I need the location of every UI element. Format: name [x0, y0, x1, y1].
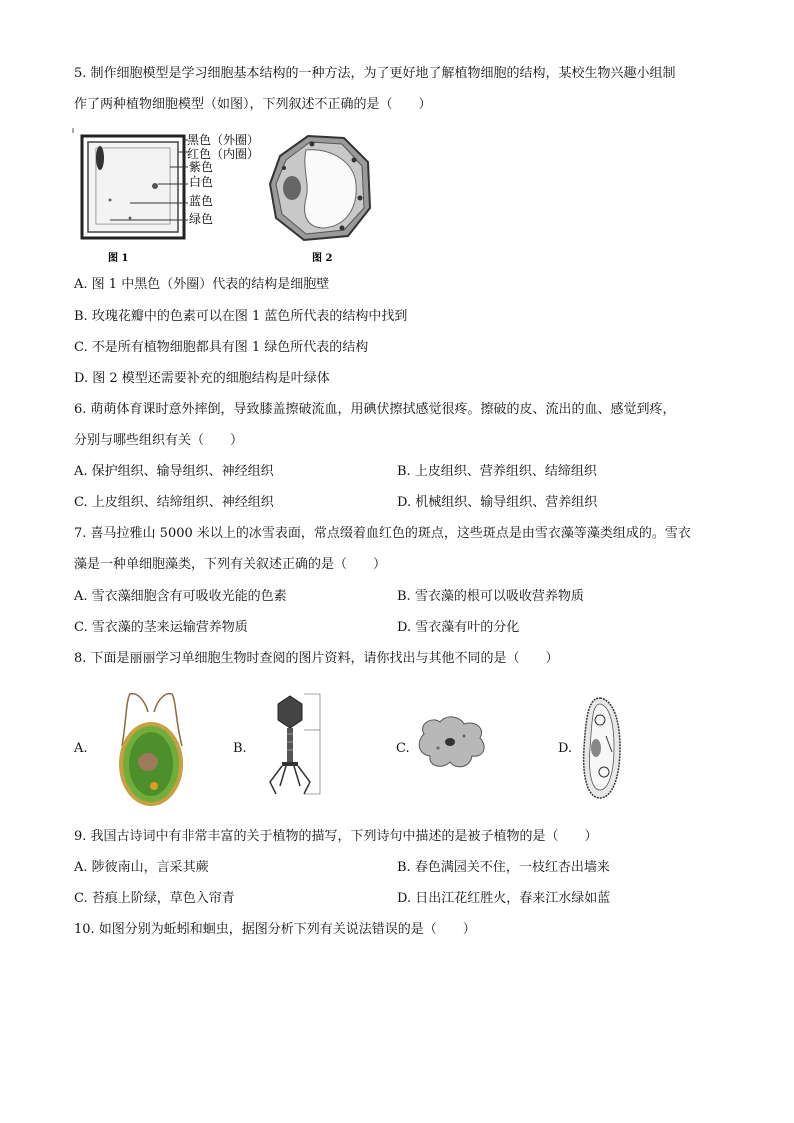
- q7-option-d[interactable]: D. 雪衣藻有叶的分化: [397, 620, 520, 635]
- q8-image-bacteriophage: [260, 690, 330, 802]
- q5-figure2: [262, 128, 382, 266]
- fig1-caption: 图 1: [108, 253, 129, 264]
- q8-option-b-label[interactable]: B.: [233, 741, 247, 756]
- q8-image-chlamydomonas: [92, 684, 212, 808]
- q7-stem-line1: 7. 喜马拉雅山 5000 米以上的冰雪表面，常点缀着血红色的斑点，这些斑点是由雪衣藻等藻类组成的。雪衣: [74, 526, 691, 541]
- q7-option-a[interactable]: A. 雪衣藻细胞含有可吸收光能的色素: [74, 589, 287, 604]
- q6-stem-line2: 分别与哪些组织有关（ ）: [74, 433, 244, 448]
- q6-stem-line1: 6. 萌萌体育课时意外摔倒，导致膝盖擦破流血，用碘伏擦拭感觉很疼。擦破的皮、流出的血、感觉到疼，: [74, 402, 676, 417]
- fig1-label-blue: 蓝色: [189, 194, 214, 208]
- q8-option-c-label[interactable]: C.: [396, 741, 410, 756]
- q8-image-amoeba: [414, 712, 490, 774]
- fig1-label-green: 绿色: [189, 212, 214, 226]
- fig1-label-purple: 紫色: [189, 160, 214, 174]
- q7-option-b[interactable]: B. 雪衣藻的根可以吸收营养物质: [397, 589, 584, 604]
- q8-stem: 8. 下面是丽丽学习单细胞生物时查阅的图片资料，请你找出与其他不同的是（ ）: [74, 651, 559, 666]
- q6-option-b[interactable]: B. 上皮组织、营养组织、结缔组织: [397, 464, 597, 479]
- q8-option-a-label[interactable]: A.: [74, 741, 88, 756]
- q6-option-c[interactable]: C. 上皮组织、结缔组织、神经组织: [74, 495, 274, 510]
- fig1-label-black: 黑色（外圈）: [187, 133, 260, 147]
- q6-option-a[interactable]: A. 保护组织、输导组织、神经组织: [74, 464, 274, 479]
- q8-option-d-label[interactable]: D.: [558, 741, 573, 756]
- fig2-caption: 图 2: [312, 253, 333, 264]
- q5-option-d[interactable]: D. 图 2 模型还需要补充的细胞结构是叶绿体: [74, 371, 330, 386]
- q5-option-a[interactable]: A. 图 1 中黑色（外圈）代表的结构是细胞壁: [74, 277, 330, 292]
- q5-stem-line2: 作了两种植物细胞模型（如图），下列叙述不正确的是（ ）: [74, 97, 432, 112]
- q9-stem: 9. 我国古诗词中有非常丰富的关于植物的描写，下列诗句中描述的是被子植物的是（ ）: [74, 829, 598, 844]
- q9-option-a[interactable]: A. 陟彼南山，言采其蕨: [74, 860, 209, 875]
- q8-image-paramecium: [576, 692, 626, 804]
- q5-figure1: [70, 128, 260, 266]
- q7-stem-line2: 藻是一种单细胞藻类，下列有关叙述正确的是（ ）: [74, 557, 387, 572]
- q9-option-b[interactable]: B. 春色满园关不住，一枝红杏出墙来: [397, 860, 610, 875]
- q9-option-d[interactable]: D. 日出江花红胜火，春来江水绿如蓝: [397, 891, 611, 906]
- q9-option-c[interactable]: C. 苔痕上阶绿，草色入帘青: [74, 891, 235, 906]
- q6-option-d[interactable]: D. 机械组织、输导组织、营养组织: [397, 495, 598, 510]
- q7-option-c[interactable]: C. 雪衣藻的茎来运输营养物质: [74, 620, 248, 635]
- q10-stem: 10. 如图分别为蚯蚓和蛔虫，据图分析下列有关说法错误的是（ ）: [74, 922, 476, 937]
- q5-option-b[interactable]: B. 玫瑰花瓣中的色素可以在图 1 蓝色所代表的结构中找到: [74, 309, 408, 324]
- fig1-label-red: 红色（内圈）: [187, 147, 260, 161]
- fig1-label-white: 白色: [189, 175, 214, 189]
- q5-option-c[interactable]: C. 不是所有植物细胞都具有图 1 绿色所代表的结构: [74, 340, 369, 355]
- q5-stem-line1: 5. 制作细胞模型是学习细胞基本结构的一种方法，为了更好地了解植物细胞的结构，某校生物兴趣小组制: [74, 66, 676, 81]
